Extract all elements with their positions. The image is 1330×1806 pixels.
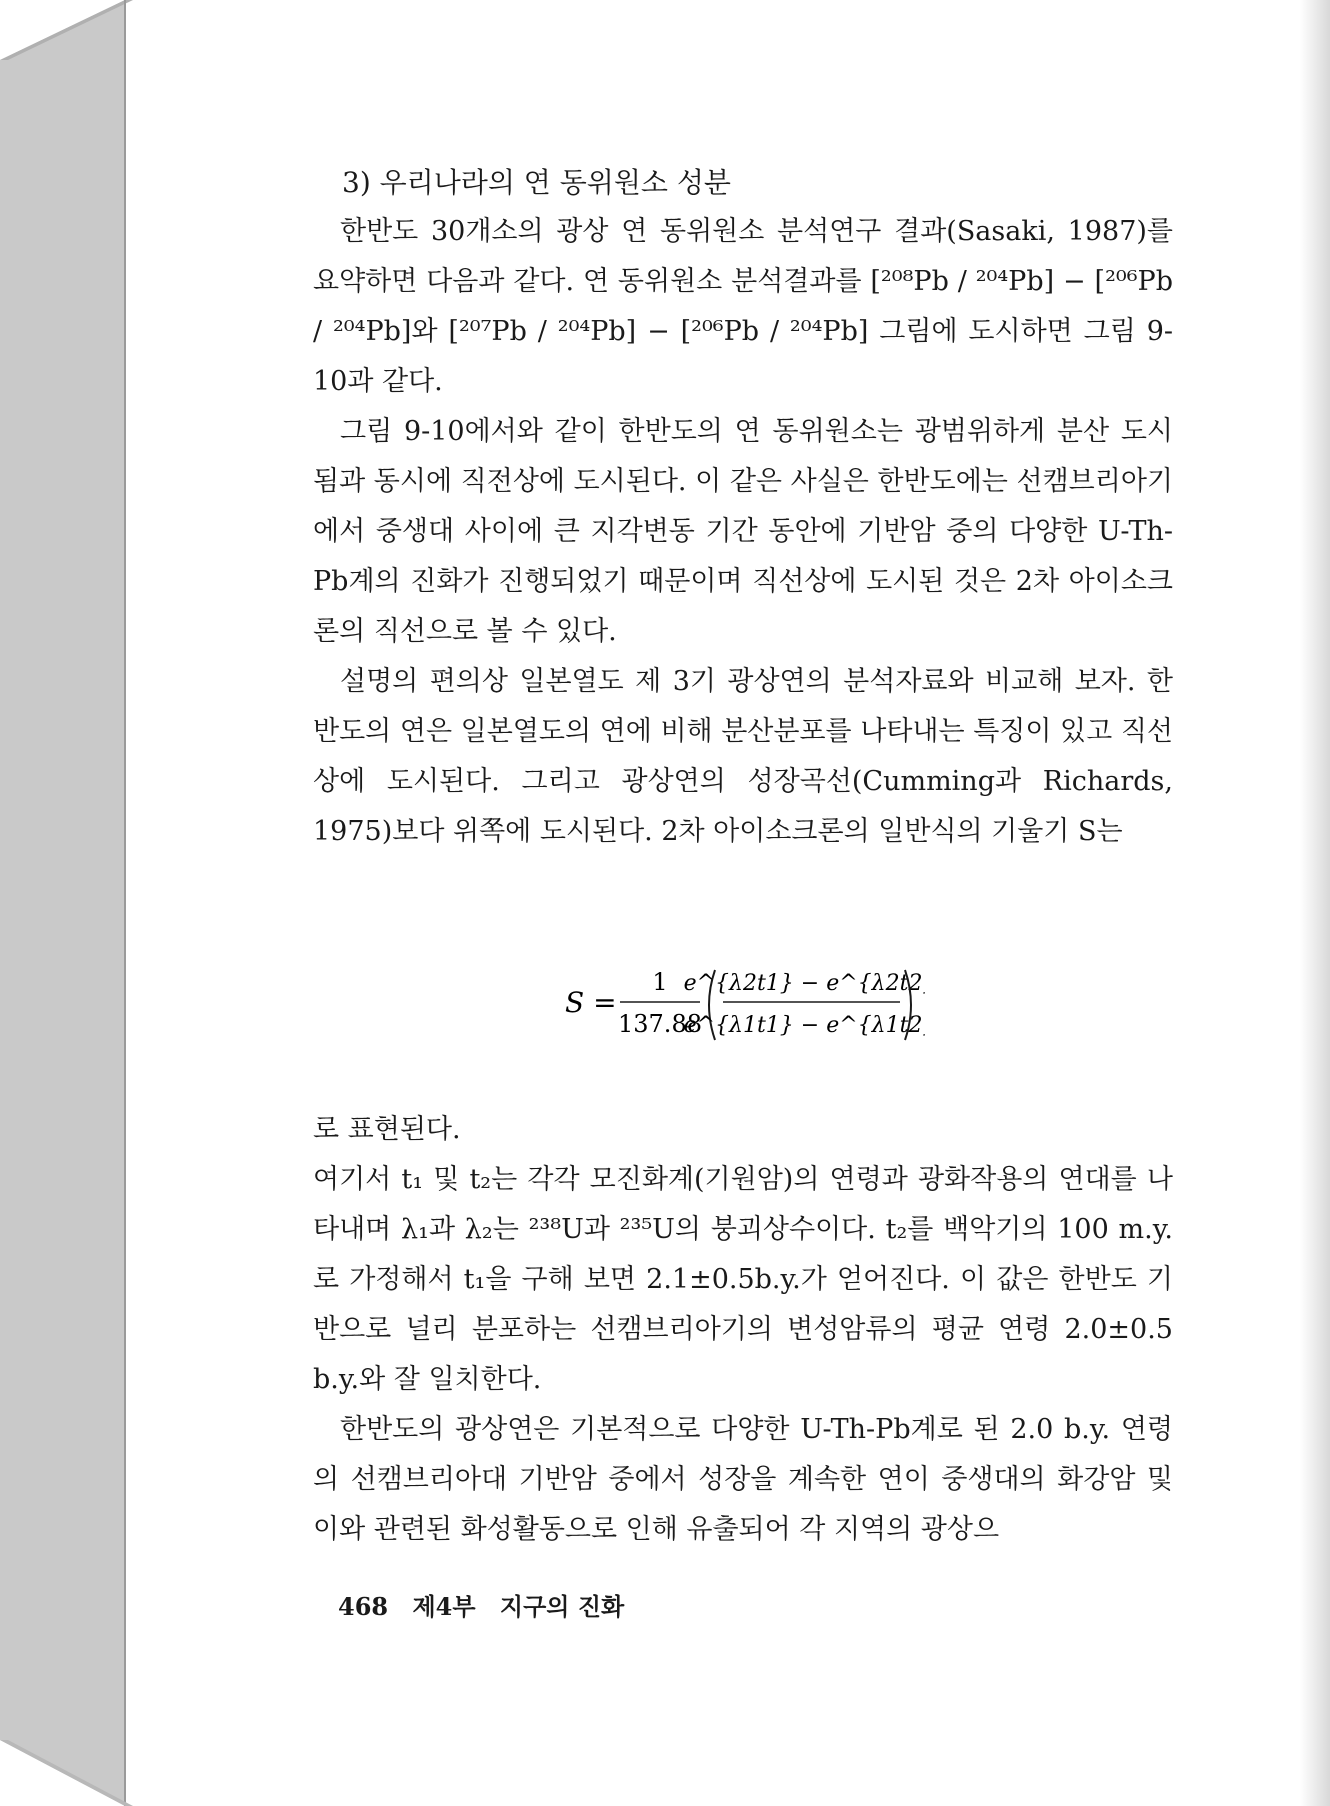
page-edge-shadow [1300,0,1330,1806]
paragraph-1: 한반도 30개소의 광상 연 동위원소 분석연구 결과(Sasaki, 1987)를 요약하면 다음과 같다. 연 동위원소 분석결과를 [²⁰⁸Pb / ²⁰⁴Pb] − [²⁰⁶Pb / ²⁰⁴Pb]와 [²⁰⁷Pb / ²⁰⁴Pb] − [²⁰⁶Pb / ²⁰⁴Pb] 그림에 도시하면 그림 9-10과 같다. [313,216,1173,397]
paragraph-4b: 여기서 t₁ 및 t₂는 각각 모진화계(기원암)의 연령과 광화작용의 연대를 나타내며 λ₁과 λ₂는 ²³⁸U과 ²³⁵U의 붕괴상수이다. t₂를 백악기의 100 m.y. 로 가정해서 t₁을 구해 보면 2.1±0.5b.y.가 얻어진다. 이 값은 한반도 기반으로 널리 분포하는 선캠브리아기의 변성암류의 평균 연령 2.0±0.5 b.y.와 잘 일치한다. [313,1164,1173,1395]
formula-lhs: S = [565,986,617,1019]
paragraph-3: 설명의 편의상 일본열도 제 3기 광상연의 분석자료와 비교해 보자. 한반도의 연은 일본열도의 연에 비해 분산분포를 나타내는 특징이 있고 직선상에 도시된다. 그리고 광상연의 성장곡선(Cumming과 Richards, 1975)보다 위쪽에 도시된다. 2차 아이소크론의 일반식의 기울기 S는 [313,666,1173,847]
page-number: 468 [338,1592,389,1621]
formula-denominator: 137.88 [618,1010,702,1038]
section-heading: 3) 우리나라의 연 동위원소 성분 [342,166,731,199]
formula-inner-numerator: e^{λ2t1} − e^{λ2t2} [683,971,925,996]
paragraph-4-group [313,1105,1173,1405]
paragraph-2: 그림 9-10에서와 같이 한반도의 연 동위원소는 광범위하게 분산 도시됨과 동시에 직전상에 도시된다. 이 같은 사실은 한반도에는 선캠브리아기에서 중생대 사이에 큰 지각변동 기간 동안에 기반암 중의 다양한 U-Th-Pb계의 진화가 진행되었기 때문이며 직선상에 도시된 것은 2차 아이소크론의 직선으로 볼 수 있다. [313,416,1173,647]
footer-title: 지구의 진화 [499,1592,625,1621]
formula-numerator: 1 [652,968,668,996]
paragraph-4a: 로 표현된다. [313,1114,461,1145]
page-footer [338,1587,640,1622]
formula-inner-denominator: e^{λ1t1} − e^{λ1t2} [683,1013,925,1038]
footer-part: 제4부 [412,1592,476,1621]
paragraph-5: 한반도의 광상연은 기본적으로 다양한 U-Th-Pb계로 된 2.0 b.y. 연령의 선캠브리아대 기반암 중에서 성장을 계속한 연이 중생대의 화강암 및 이와 관련된 화성활동으로 인해 유출되어 각 지역의 광상으 [313,1414,1173,1545]
formula-svg [565,960,925,1050]
isochron-slope-formula [565,960,925,1050]
